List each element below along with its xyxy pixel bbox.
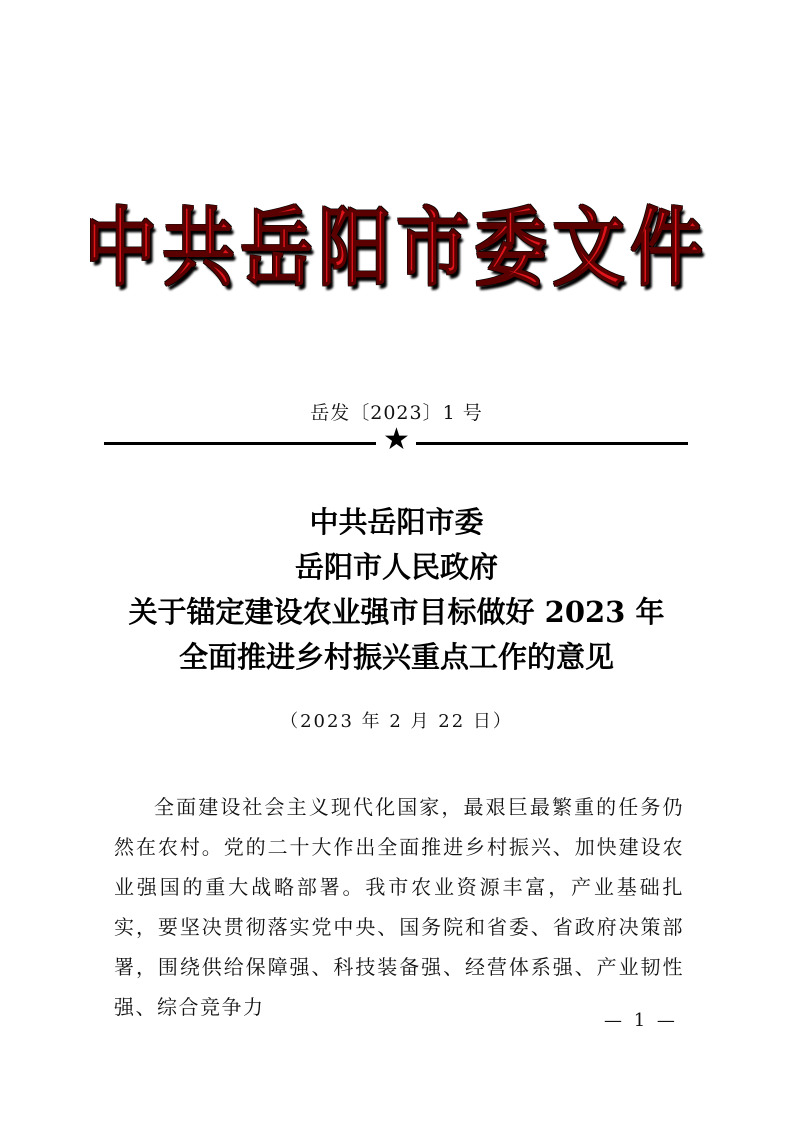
document-number: 岳发〔2023〕1 号 bbox=[310, 402, 483, 424]
title-line-issuer-2: 岳阳市人民政府 bbox=[294, 550, 498, 584]
separator-line-right bbox=[416, 442, 688, 445]
title-line-subject-1: 关于锚定建设农业强市目标做好 2023 年 bbox=[128, 595, 665, 629]
star-icon: ★ bbox=[383, 422, 410, 457]
document-header-title: 中共岳阳市委文件 bbox=[84, 198, 709, 298]
page-number: — 1 — bbox=[604, 1010, 678, 1031]
document-title bbox=[0, 500, 793, 680]
body-paragraph: 全面建设社会主义现代化国家，最艰巨最繁重的任务仍然在农村。党的二十大作出全面推进乡村振兴、加快建设农业强国的重大战略部署。我市农业资源丰富，产业基础扎实，要坚决贯彻落实党中央、国务院和省委、省政府决策部署，围绕供给保障强、科技装备强、经营体系强、产业韧性强、综合竞争力 bbox=[114, 795, 684, 1019]
title-line-issuer-1: 中共岳阳市委 bbox=[309, 505, 484, 539]
title-line-subject-2: 全面推进乡村振兴重点工作的意见 bbox=[178, 640, 614, 674]
separator-line-left bbox=[104, 442, 376, 445]
header-separator bbox=[104, 422, 688, 457]
document-date: （2023 年 2 月 22 日） bbox=[280, 711, 513, 732]
